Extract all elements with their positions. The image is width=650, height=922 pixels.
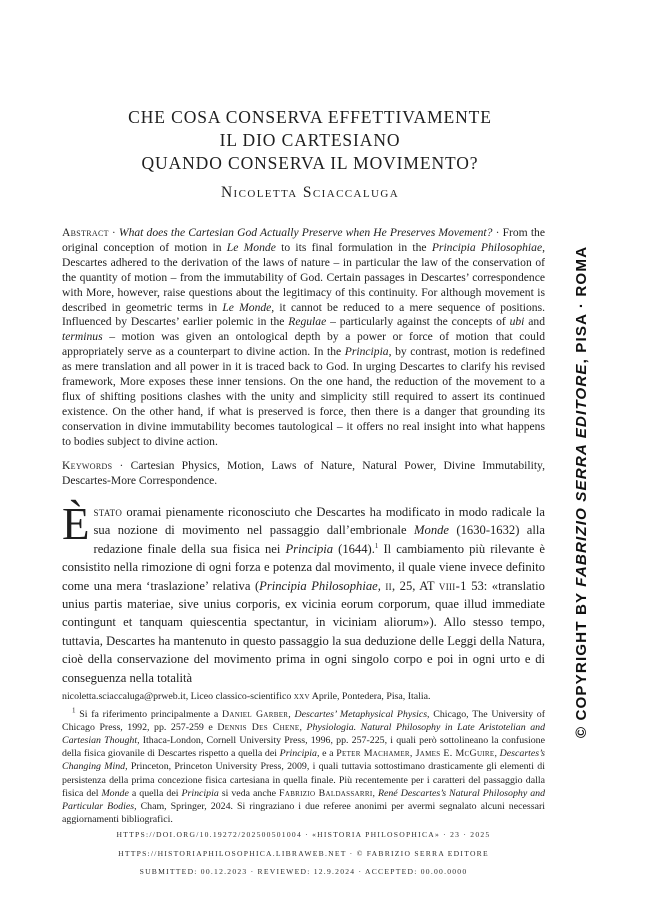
author-affiliation: [62, 690, 545, 703]
copyright-notice: [573, 202, 595, 782]
footnote-text: ,: [299, 722, 307, 734]
footnote-1: [62, 708, 545, 826]
footnote-text: , Chicago, The University of Chicago Press, 1992, pp. 257-259 e: [62, 709, 546, 734]
footnote-book-title: René Descartes’s Natural Philosophy and Particular Bodies: [62, 787, 546, 812]
footnote-text: ,: [288, 709, 295, 721]
article-title: [62, 106, 558, 175]
footnote-number: 1: [72, 706, 76, 715]
abstract-italic: Le Monde: [226, 240, 276, 254]
author-name: Nicoletta Sciaccaluga: [220, 184, 400, 201]
abstract-italic: terminus: [62, 330, 103, 344]
abstract: [62, 226, 545, 450]
body-text-run: (1630-1632) alla redazione finale della sua fisica nei: [93, 523, 545, 556]
title-line-2: IL DIO CARTESIANO: [219, 130, 401, 150]
affiliation-smallcaps: xxv: [293, 691, 310, 702]
body-smallcaps: stato: [93, 505, 123, 519]
abstract-italic: Regulae: [288, 315, 327, 329]
abstract-italic: Principia: [344, 345, 389, 359]
footnote-text: , Cham, Springer, 2024. Si ringraziano i due referee anonimi per avermi segnalato alcuni necessari aggiornamenti bibliografici.: [62, 800, 545, 825]
footnote-text: a quella dei: [128, 787, 182, 799]
title-line-1: CHE COSA CONSERVA EFFETTIVAMENTE: [128, 107, 492, 127]
footnotes: [62, 690, 545, 826]
abstract-text: , by contrast, motion is redefined as mere translation and all power in it is traced back to God. In urging Descartes to clarify his revised framework, More exposes these inner tensions. On the one hand, the reduction of the movement to a flux of shifting positions clashes with the unity and simplicity still required to assert its continued existence. On the other hand, if what is preserved is force, then there is a danger that grounding its conservation in divine immutability becomes tautological – it offers no real insight into what happens to bodies subject to divine action.: [62, 345, 545, 448]
abstract-text: and: [524, 315, 545, 329]
body-smallcaps: viii-1: [438, 578, 467, 593]
abstract-italic: ubi: [509, 315, 525, 329]
footnote-text: , e a: [316, 748, 337, 760]
copyright-prefix: © COPYRIGHT BY: [573, 586, 590, 739]
body-text-run: oramai pienamente riconosciuto che Descartes ha modificato in modo radicale la sua nozione di movimento nel passaggio dall’embrionale: [93, 505, 545, 538]
affiliation-text: Aprile, Pontedera, Pisa, Italia.: [309, 691, 431, 702]
footnote-book-title: Descartes’ Metaphysical Physics: [294, 709, 428, 721]
footnote-author: Peter Machamer, James E. McGuire: [336, 748, 495, 760]
body-text-run: Il cambiamento più rilevante è consistito nella rimozione di ogni forza e potenza dal movimento, il quale viene invece definito come una mera ‘traslazione’ relativa (: [62, 541, 546, 593]
abstract-label: Abstract: [62, 226, 109, 239]
footnote-text: Si fa riferimento principalmente a: [75, 709, 222, 721]
footer-dates-line: SUBMITTED: 00.12.2023 · REVIEWED: 12.9.2024 · ACCEPTED: 00.00.0000: [139, 867, 468, 876]
keywords-separator: ·: [112, 459, 131, 472]
abstract-english-title: What does the Cartesian God Actually Preserve when He Preserves Movement?: [118, 226, 493, 239]
footnote-reference[interactable]: 1: [374, 541, 379, 550]
body-text: [62, 499, 546, 687]
body-italic: Principia Philosophiae,: [259, 578, 381, 593]
abstract-text: · From the original conception of motion in: [62, 226, 545, 254]
footnote-book-title: Descartes’s Changing Mind: [62, 748, 545, 773]
abstract-text: to its final formulation in the: [275, 240, 432, 254]
body-italic: Principia: [285, 541, 334, 556]
body-italic: Monde: [414, 523, 450, 538]
footnote-book-title: Principia: [181, 787, 219, 799]
footnote-book-title: Principia: [279, 748, 317, 760]
abstract-italic: Le Monde,: [222, 300, 275, 314]
footnote-text: , Ithaca-London, Cornell University Press, 1996, pp. 257-225, i quali però sottolineano la confusione della fisica giovanile di Descartes rispetto a quella dei: [62, 735, 545, 760]
abstract-text: – motion was given an ontological depth by a power or force of motion that could appropriately serve as a counterpart to divine action. In the: [62, 330, 545, 359]
footnote-book-title: Monde: [101, 787, 129, 799]
body-text-run: 53: «translatio unius partis materiae, sive unius corporis, ex vicinia eorum corporum, quae illud immediate contingunt et tanquam quiescentia spectantur, in viciniam aliorum»). Allo stesso tempo, tuttavia, Descartes ha mantenuto in questo passaggio la sua deduzione delle Leggi della Natura, cioè della conservazione del movimento prima in ogni singolo corpo e poi in ogni urto e di conseguenza nella totalità: [62, 578, 545, 685]
footnote-text: ,: [372, 787, 378, 799]
footnote-text: , Princeton, Princeton University Press, 2009, i quali tuttavia sottostimano drasticamente gli elementi di persistenza della prima concezione fisica cartesiana in quella finale. Più recentemente per i caratteri del passaggio dalla fisica del: [62, 761, 545, 799]
footnote-author: Daniel Garber: [221, 709, 289, 721]
keywords: [62, 459, 545, 489]
footnote-text: ,: [494, 748, 500, 760]
footer-website-line[interactable]: HTTPS://HISTORIAPHILOSOPHICA.LIBRAWEB.NET · © FABRIZIO SERRA EDITORE: [118, 849, 489, 858]
abstract-text: – particularly against the concepts of: [326, 315, 510, 329]
abstract-text: it cannot be reduced to a mere sequence of positions. Influenced by Descartes’ earlier polemic in the: [62, 300, 545, 329]
affiliation-text: nicoletta.sciaccaluga@prweb.it, Liceo classico-scientifico: [62, 691, 294, 702]
abstract-text: , Descartes adhered to the derivation of the laws of nature – in particular the law of the conservation of the quantity of motion – from the immutability of God. Certain passages in Descartes’ correspondence with More, however, raise questions about the legitimacy of this continuity. For although movement is described in geometric terms in: [62, 240, 545, 314]
body-text-run: (1644).: [333, 541, 375, 556]
keywords-label: Keywords: [62, 459, 113, 472]
footnote-author: Fabrizio Baldassarri: [279, 787, 373, 799]
abstract-separator: ·: [108, 226, 119, 239]
footnote-book-title: Physiologia. Natural Philosophy in Late Aristotelian and Cartesian Thought: [62, 722, 546, 747]
title-line-3: QUANDO CONSERVA IL MOVIMENTO?: [141, 153, 479, 173]
footnote-author: Dennis Des Chene: [217, 722, 300, 734]
keywords-text: Cartesian Physics, Motion, Laws of Nature, Natural Power, Divine Immutability, Descartes-More Correspondence.: [62, 459, 545, 487]
body-smallcaps: ii: [385, 578, 392, 593]
drop-cap: È: [62, 499, 90, 549]
footer-doi-line[interactable]: HTTPS://DOI.ORG/10.19272/202500501004 · «HISTORIA PHILOSOPHICA» · 23 · 2025: [116, 830, 491, 839]
copyright-suffix: , PISA · ROMA: [573, 245, 590, 364]
abstract-italic: Principia Philosophiae: [431, 240, 543, 254]
copyright-publisher: FABRIZIO SERRA EDITORE: [573, 363, 590, 587]
body-text-run: , 25, AT: [391, 578, 439, 593]
footnote-text: si veda anche: [218, 787, 280, 799]
